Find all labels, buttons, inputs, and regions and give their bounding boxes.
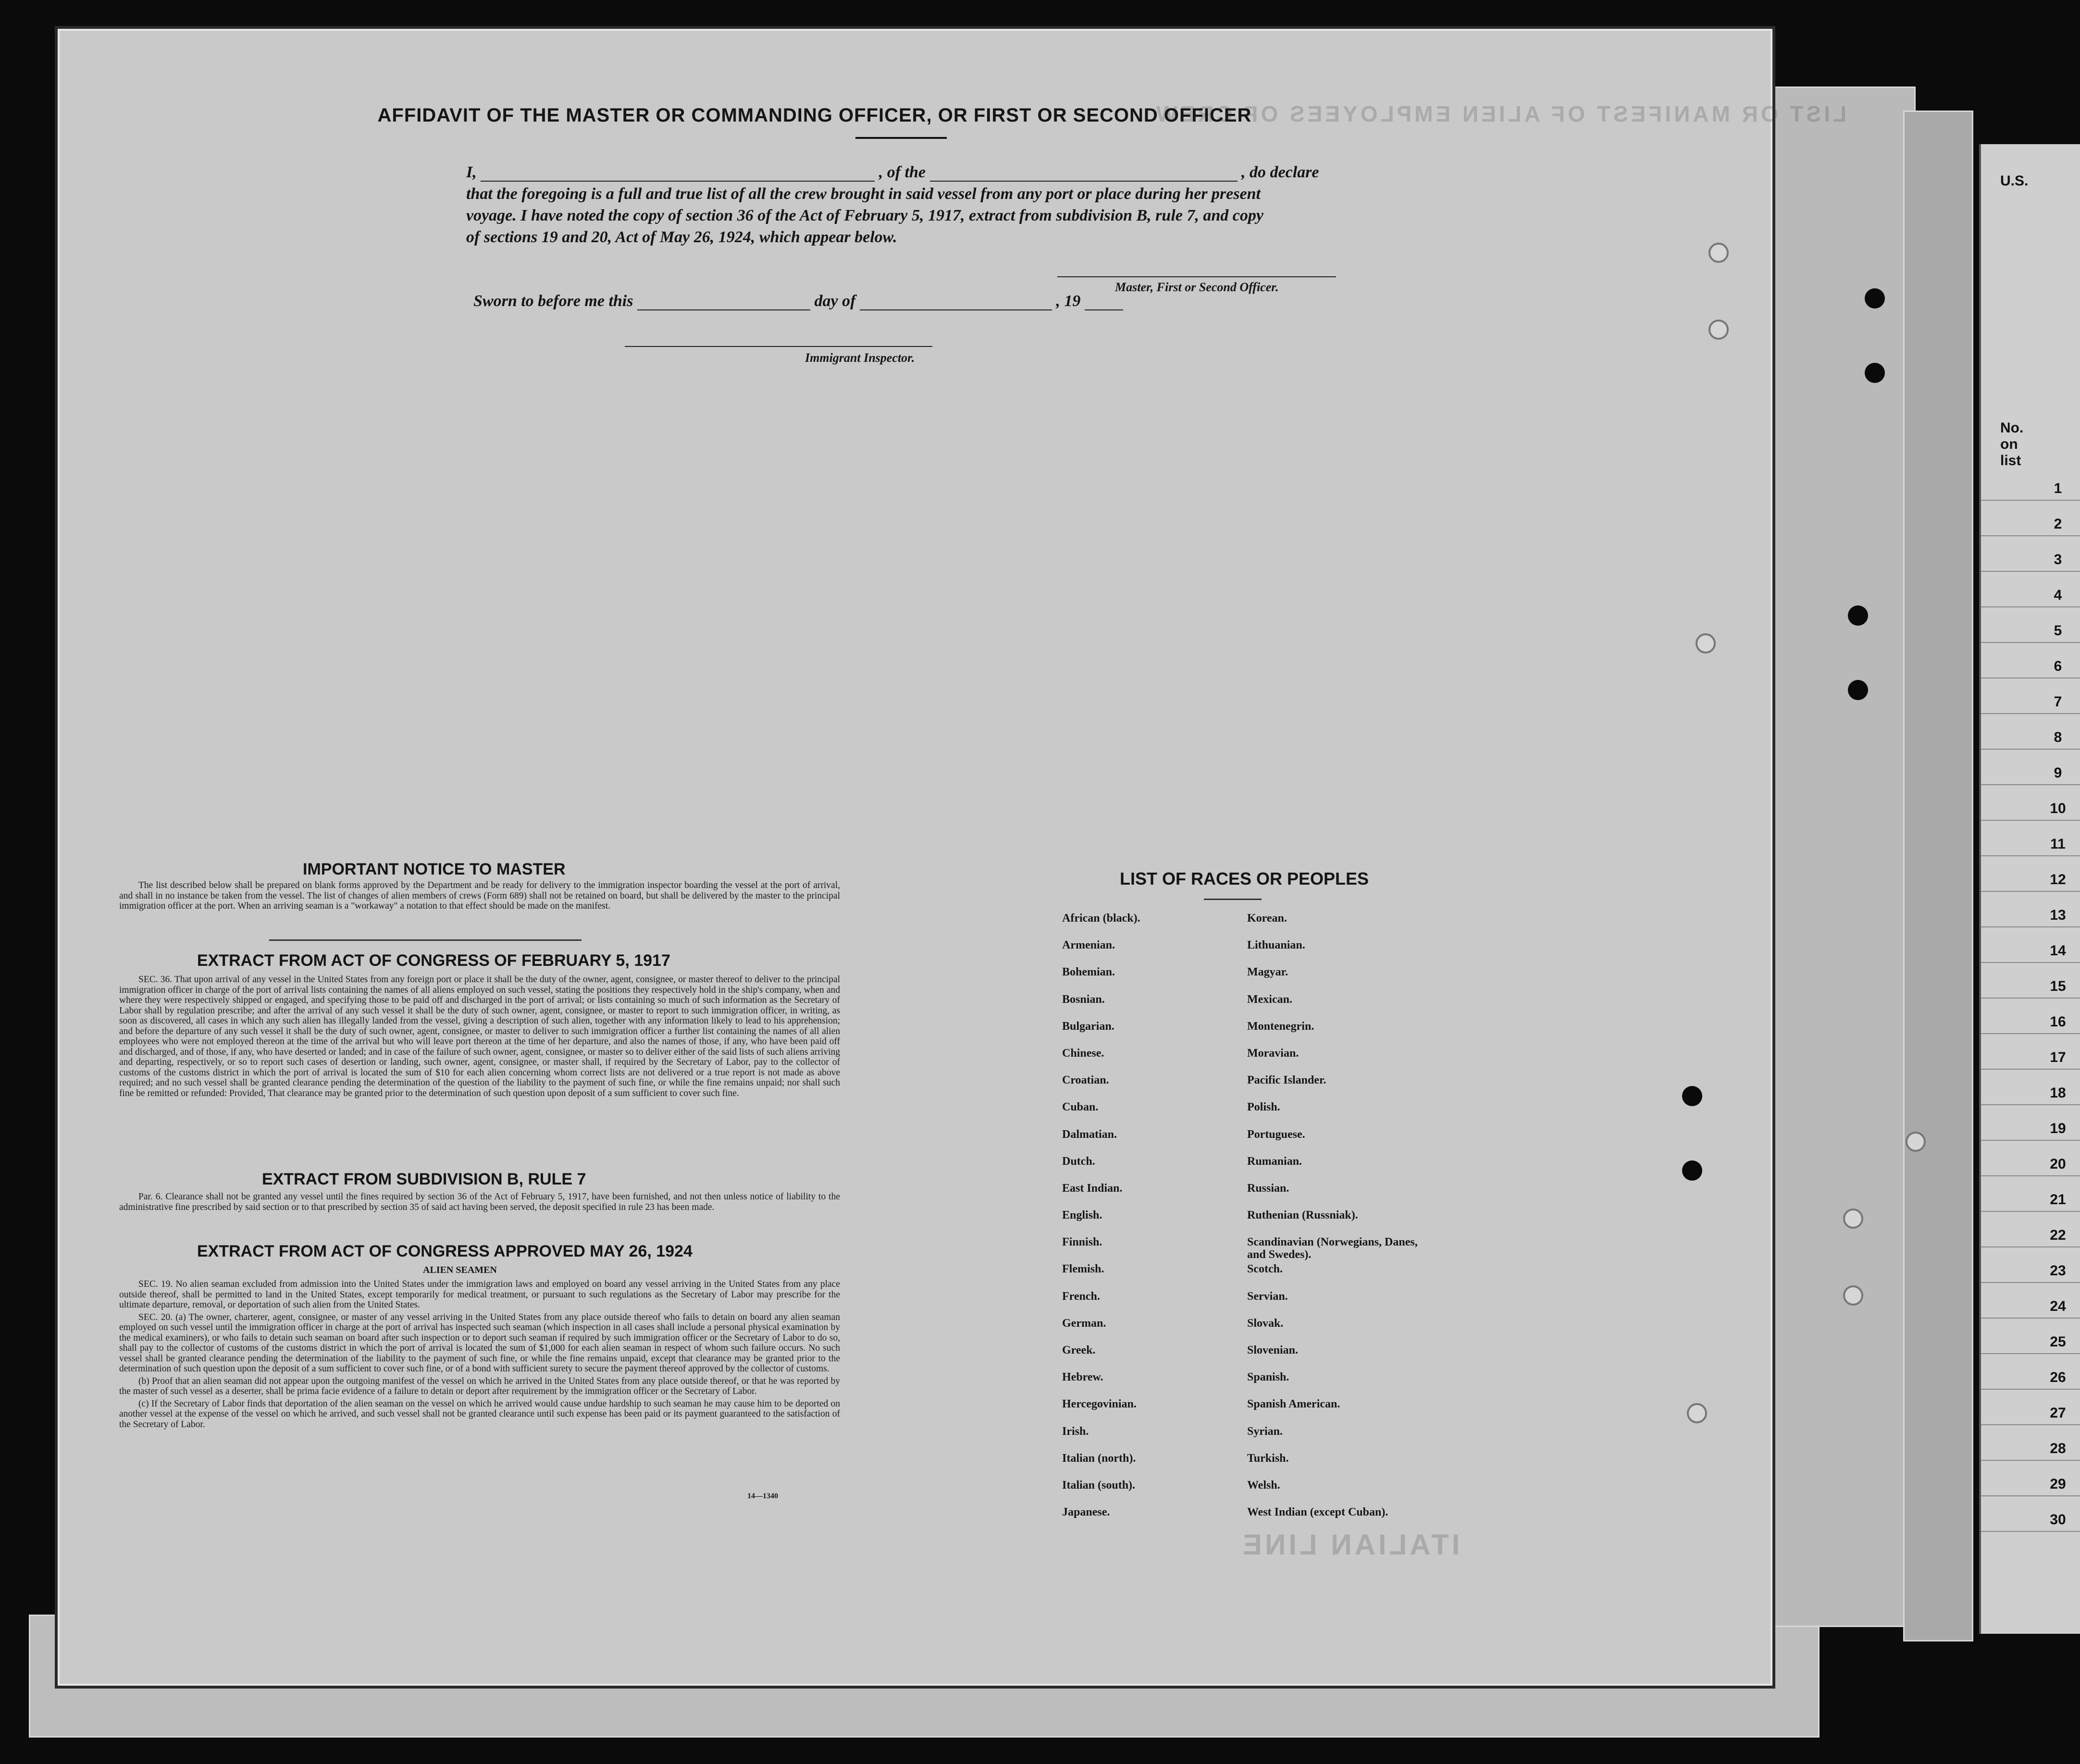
strip-row-number: 16	[2050, 1014, 2066, 1030]
strip-row-number: 13	[2050, 907, 2066, 923]
strip-row-rule	[1981, 1353, 2080, 1354]
strip-row-rule	[1981, 713, 2080, 714]
strip-row-rule	[1981, 1104, 2080, 1105]
underlying-sheet-right-2	[1903, 111, 1973, 1641]
extract-1924-body	[119, 1279, 840, 1431]
officer-signature-field[interactable]	[1057, 276, 1336, 277]
notice-title: IMPORTANT NOTICE TO MASTER	[303, 860, 566, 878]
strip-row-rule	[1981, 1495, 2080, 1496]
strip-row-rule	[1981, 998, 2080, 999]
strip-row-rule	[1981, 1211, 2080, 1212]
affidavit-declare-label: , do declare	[1241, 163, 1319, 181]
strip-row-number: 19	[2050, 1121, 2066, 1136]
bleed-through-footer: ITALIAN LINE	[1240, 1529, 1460, 1561]
race-item: Slovak.	[1247, 1317, 1284, 1330]
inspector-signature-label: Immigrant Inspector.	[805, 351, 915, 365]
adjacent-page-strip	[1979, 144, 2080, 1634]
form-number: 14—1340	[747, 1492, 778, 1500]
affidavit-i-label: I,	[466, 163, 477, 181]
binder-hole	[1682, 1160, 1702, 1181]
race-item: Chinese.	[1062, 1047, 1104, 1060]
races-title: LIST OF RACES OR PEOPLES	[1120, 869, 1369, 888]
affidavit-text-line: voyage. I have noted the copy of section 36 of the Act of February 5, 1917, extract from subdivision B, rule 7, and copy	[466, 207, 1263, 224]
strip-row-rule	[1981, 1069, 2080, 1070]
strip-row-number: 5	[2054, 623, 2062, 639]
strip-row-number: 12	[2050, 872, 2066, 888]
race-item: Croatian.	[1062, 1074, 1109, 1087]
binder-hole	[1843, 1209, 1863, 1229]
race-item: English.	[1062, 1209, 1102, 1222]
vessel-name-field[interactable]	[930, 167, 1238, 182]
strip-header-line: U.S.	[2000, 173, 2029, 189]
races-title-underline	[1204, 899, 1262, 900]
strip-row-rule	[1981, 1140, 2080, 1141]
officer-name-field[interactable]	[481, 167, 875, 182]
binder-hole	[1848, 605, 1868, 626]
section-36-paragraph: SEC. 36. That upon arrival of any vessel in the United States from any foreign port or place it shall be the duty of the owner, agent, consignee, or master thereof to deliver to the principal immigration officer in charge of the port of arrival lists containing the names of all aliens employed on such vessel, stating the positions they respectively hold in the ship's company, when and where they were respectively shipped or engaged, and specifying those to be paid off and discharged in the port of arrival; or lists containing so much of such information as the Secretary of Labor shall by regulation prescribe; and after the arrival of any such vessel it shall be the duty of such owner, agent, consignee, or master to report to such immigration officer, in writing, as soon as discovered, all cases in which any such alien has illegally landed from the vessel, giving a description of such alien, together with any information likely to lead to his apprehension; and before the departure of any such vessel it shall be the duty of such owner, agent, consignee, or master to deliver to such immigration officer a further list containing the names of all alien employees who were not employed thereon at the time of the arrival but who will leave port thereon at the time of her departure, and also the names of those, if any, who have been paid off and discharged, and of those, if any, who have deserted or landed; and in case of the failure of such owner, agent, consignee, or master so to deliver either of the said lists of such aliens arriving and departing, respectively, or so to report such cases of desertion or landing, such owner, agent, consignee, or master shall, if required by the Secretary of Labor, pay to the collector of customs of the customs district in which the port of arrival is located the sum of $10 for each alien concerning whom correct lists are not delivered or a true report is not made as above required; and no such vessel shall be granted clearance pending the determination of the question of the liability to the payment of such fine, or while the fine remains unpaid; nor shall such fine be remitted or refunded: Provided, That clearance may be granted prior to the determination of such question upon deposit of a sum sufficient to cover such fine.	[119, 975, 840, 1098]
strip-row-number: 20	[2050, 1156, 2066, 1172]
strip-row-number: 11	[2050, 836, 2066, 852]
race-item: Japanese.	[1062, 1506, 1110, 1519]
race-item: Portuguese.	[1247, 1128, 1305, 1141]
strip-row-number: 8	[2054, 729, 2062, 745]
bleed-through-title: LIST OR MANIFEST OF ALIEN EMPLOYEES OF CREW	[1153, 101, 1847, 126]
race-item: Servian.	[1247, 1290, 1288, 1303]
race-item: Ruthenian (Russniak).	[1247, 1209, 1358, 1222]
strip-row-rule	[1981, 1175, 2080, 1176]
strip-row-number: 26	[2050, 1369, 2066, 1385]
binder-hole	[1865, 363, 1885, 383]
binder-hole	[1687, 1403, 1707, 1423]
affidavit-text-line: of sections 19 and 20, Act of May 26, 1924, which appear below.	[466, 228, 897, 246]
strip-row-number: 17	[2050, 1049, 2066, 1065]
race-item: Dutch.	[1062, 1155, 1095, 1168]
race-item: Scandinavian (Norwegians, Danes, and Swedes).	[1247, 1236, 1418, 1261]
inspector-signature-field[interactable]	[625, 346, 932, 347]
race-item: Moravian.	[1247, 1047, 1299, 1060]
race-item: Pacific Islander.	[1247, 1074, 1326, 1087]
race-item: Italian (south).	[1062, 1479, 1136, 1492]
affidavit-title: AFFIDAVIT OF THE MASTER OR COMMANDING OFFICER, OR FIRST OR SECOND OFFICER	[377, 105, 1252, 126]
sworn-label: Sworn to before me this	[473, 292, 633, 310]
strip-row-rule	[1981, 606, 2080, 607]
sworn-month-field[interactable]	[860, 296, 1052, 310]
binder-hole	[1865, 288, 1885, 308]
race-item: Slovenian.	[1247, 1344, 1299, 1357]
race-item: Montenegrin.	[1247, 1020, 1314, 1033]
race-item: African (black).	[1062, 912, 1140, 925]
race-item: Scotch.	[1247, 1263, 1283, 1276]
strip-row-rule	[1981, 571, 2080, 572]
race-item: Italian (north).	[1062, 1452, 1136, 1465]
strip-row-number: 18	[2050, 1085, 2066, 1101]
strip-row-number: 6	[2054, 658, 2062, 674]
races-left-column	[1062, 912, 1140, 1533]
par-6-paragraph: Par. 6. Clearance shall not be granted any vessel until the fines required by section 36 of the Act of February 5, 1917, have been furnished, and not then unless notice of liability to the administrative fine prescribed by said section or to that prescribed by section 35 of said act having been served, the deposit specified in rule 23 has been made.	[119, 1192, 840, 1212]
sec-20c-paragraph: (c) If the Secretary of Labor finds that deportation of the alien seaman on the vessel on which he arrived would cause undue hardship to such seaman he may cause him to be deported on another vessel at the expense of the vessel on which he arrived, and such vessel shall not be granted clearance until such expense has been paid or its payment guaranteed to the satisfaction of the Secretary of Labor.	[119, 1398, 840, 1430]
race-item: Polish.	[1247, 1101, 1280, 1114]
year-prefix-label: , 19	[1056, 292, 1081, 310]
race-item: Dalmatian.	[1062, 1128, 1117, 1141]
strip-row-rule	[1981, 642, 2080, 643]
race-item: Korean.	[1247, 912, 1287, 925]
sec-20a-paragraph: SEC. 20. (a) The owner, charterer, agent, consignee, or master of any vessel arriving in the United States from any place outside thereof who fails to detain on board any alien seaman employed on such vessel until the immigration officer in charge at the port of arrival has inspected such seaman (which inspection in all cases shall include a personal physical examination by the medical examiners), or who fails to detain such seaman on board after such inspection or to deport such seaman if required by such immigration officer or the Secretary of Labor to do so, shall pay to the collector of customs of the customs district in which the port of arrival is located the sum of $1,000 for each alien seaman in respect of whom such failure occurs. No such vessel shall be granted clearance pending the determination of the liability to the payment of such fine, or while the fine remains unpaid, except that clearance may be granted prior to the determination of such question upon the deposit of a sum sufficient to cover such fine, or of a bond with sufficient surety to secure the payment thereof approved by the collector of customs.	[119, 1312, 840, 1374]
extract-1917-body	[119, 975, 840, 1100]
binder-hole	[1848, 680, 1868, 700]
race-item: Armenian.	[1062, 939, 1115, 952]
binder-hole	[1696, 633, 1716, 654]
race-item: Finnish.	[1062, 1236, 1102, 1249]
strip-row-number: 2	[2054, 516, 2062, 532]
strip-row-rule	[1981, 855, 2080, 856]
races-right-column	[1247, 912, 1420, 1533]
race-item: Syrian.	[1247, 1425, 1283, 1438]
binder-hole	[1843, 1285, 1863, 1306]
strip-row-number: 22	[2050, 1227, 2066, 1243]
race-item: Welsh.	[1247, 1479, 1280, 1492]
race-item: Bosnian.	[1062, 993, 1105, 1006]
strip-row-rule	[1981, 749, 2080, 750]
strip-row-number: 25	[2050, 1334, 2066, 1350]
strip-row-number: 7	[2054, 694, 2062, 710]
race-item: Hebrew.	[1062, 1371, 1103, 1384]
race-item: Rumanian.	[1247, 1155, 1302, 1168]
affidavit-text-line: that the foregoing is a full and true list of all the crew brought in said vessel from any port or place during her present	[466, 185, 1261, 203]
binder-hole	[1906, 1132, 1926, 1152]
strip-row-rule	[1981, 962, 2080, 963]
crew-list-back-page	[58, 29, 1772, 1686]
race-item: Turkish.	[1247, 1452, 1289, 1465]
strip-row-rule	[1981, 1531, 2080, 1532]
race-item: Flemish.	[1062, 1263, 1104, 1276]
officer-signature-label: Master, First or Second Officer.	[1115, 280, 1279, 294]
race-item: Bulgarian.	[1062, 1020, 1114, 1033]
binder-hole	[1709, 243, 1729, 263]
strip-row-number: 1	[2054, 481, 2062, 496]
race-item: East Indian.	[1062, 1182, 1123, 1195]
strip-row-rule	[1981, 1460, 2080, 1461]
strip-row-number: 15	[2050, 978, 2066, 994]
binder-hole	[1709, 320, 1729, 340]
strip-row-number: 4	[2054, 587, 2062, 603]
strip-row-rule	[1981, 500, 2080, 501]
strip-row-number: 9	[2054, 765, 2062, 781]
strip-row-number: 29	[2050, 1476, 2066, 1492]
strip-row-number: 24	[2050, 1298, 2066, 1314]
strip-header-line: No.	[2000, 420, 2024, 436]
strip-row-number: 21	[2050, 1192, 2066, 1208]
sec-19-paragraph: SEC. 19. No alien seaman excluded from admission into the United States under the immigration laws and employed on board any vessel arriving in the United States from any place outside thereof, shall be permitted to land in the United States, except temporarily for medical treatment, or pursuant to such regulations as the Secretary of Labor may prescribe for the ultimate departure, removal, or deportation of such alien from the United States.	[119, 1279, 840, 1310]
strip-row-rule	[1981, 1318, 2080, 1319]
race-item: Spanish.	[1247, 1371, 1289, 1384]
alien-seamen-subtitle: ALIEN SEAMEN	[423, 1265, 497, 1275]
strip-row-number: 23	[2050, 1263, 2066, 1279]
strip-row-number: 30	[2050, 1512, 2066, 1528]
race-item: French.	[1062, 1290, 1100, 1303]
affidavit-declaration-line	[466, 163, 1319, 182]
sworn-day-field[interactable]	[637, 296, 810, 310]
strip-row-rule	[1981, 820, 2080, 821]
race-item: Lithuanian.	[1247, 939, 1305, 952]
notice-paragraph: The list described below shall be prepared on blank forms approved by the Department and be ready for delivery to the immigration inspector boarding the vessel at the port of arrival, and shall in no instance be taken from the vessel. The list of changes of alien members of crews (Form 689) shall not be retained on board, but shall be delivered by the master to the principal immigration officer at the port. When an arriving seaman is a "workaway" a notation to that effect should be made on the manifest.	[119, 880, 840, 911]
strip-header-line: list	[2000, 453, 2021, 469]
strip-header-line: on	[2000, 436, 2018, 452]
strip-row-number: 28	[2050, 1441, 2066, 1456]
notice-body	[119, 880, 840, 913]
sworn-year-field[interactable]	[1085, 296, 1123, 310]
strip-row-rule	[1981, 1424, 2080, 1425]
race-item: Irish.	[1062, 1425, 1089, 1438]
section-divider	[269, 939, 582, 941]
affidavit-title-underline	[855, 137, 947, 139]
strip-row-rule	[1981, 535, 2080, 536]
day-of-label: day of	[814, 292, 856, 310]
rule7-body	[119, 1192, 840, 1214]
strip-header	[2000, 173, 2028, 469]
strip-row-number: 3	[2054, 552, 2062, 567]
race-item: Greek.	[1062, 1344, 1096, 1357]
strip-row-number: 10	[2050, 801, 2066, 816]
extract-1924-title: EXTRACT FROM ACT OF CONGRESS APPROVED MAY 26, 1924	[197, 1242, 693, 1260]
race-item: Spanish American.	[1247, 1398, 1340, 1411]
binder-hole	[1682, 1086, 1702, 1106]
strip-row-number: 14	[2050, 943, 2066, 959]
strip-row-rule	[1981, 784, 2080, 785]
underlying-sheet-right	[1769, 86, 1916, 1627]
race-item: Bohemian.	[1062, 966, 1115, 979]
strip-row-rule	[1981, 1282, 2080, 1283]
race-item: Russian.	[1247, 1182, 1289, 1195]
strip-row-number: 27	[2050, 1405, 2066, 1421]
strip-row-rule	[1981, 1246, 2080, 1247]
strip-row-rule	[1981, 1033, 2080, 1034]
strip-row-rule	[1981, 1389, 2080, 1390]
affidavit-of-the-label: , of the	[879, 163, 926, 181]
extract-1917-title: EXTRACT FROM ACT OF CONGRESS OF FEBRUARY 5, 1917	[197, 951, 670, 970]
sec-20b-paragraph: (b) Proof that an alien seaman did not appear upon the outgoing manifest of the vessel on which he arrived in the United States from any place outside thereof, or that he was reported by the master of such vessel as a deserter, shall be prima facie evidence of a failure to detain or deport after requirement by the immigration officer or the Secretary of Labor.	[119, 1376, 840, 1396]
strip-row-rule	[1981, 891, 2080, 892]
race-item: Hercegovinian.	[1062, 1398, 1137, 1411]
sworn-line	[473, 292, 1123, 310]
race-item: German.	[1062, 1317, 1106, 1330]
rule7-title: EXTRACT FROM SUBDIVISION B, RULE 7	[262, 1170, 586, 1188]
strip-row-rule	[1981, 926, 2080, 927]
race-item: Mexican.	[1247, 993, 1292, 1006]
race-item: Magyar.	[1247, 966, 1288, 979]
race-item: West Indian (except Cuban).	[1247, 1506, 1388, 1519]
race-item: Cuban.	[1062, 1101, 1099, 1114]
